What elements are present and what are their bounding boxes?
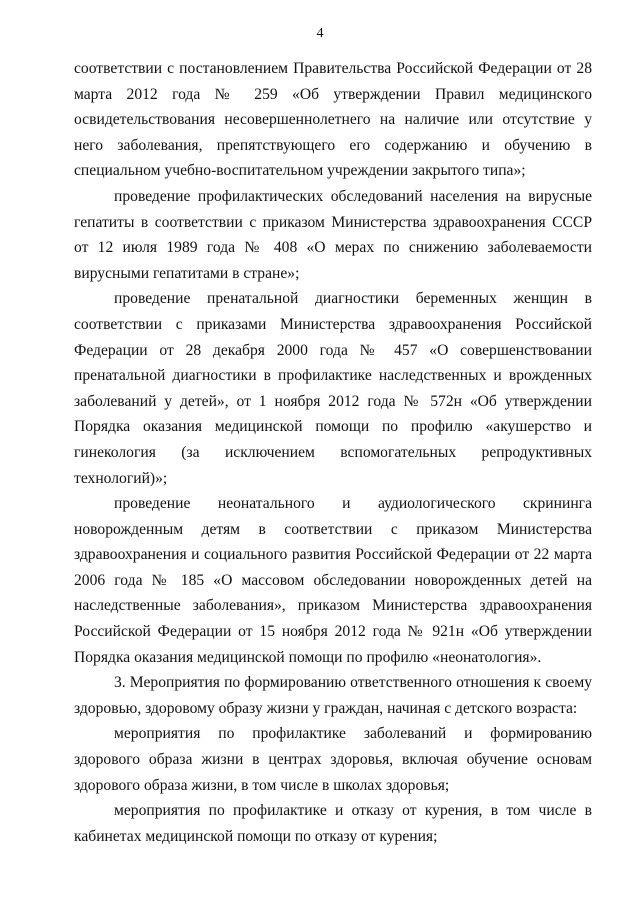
paragraph-neonatal-screening: проведение неонатального и аудиологического скрининга новорожденным детям в соответствии с приказом Министерства здравоохранения и социального развития Российской Федерации от 22 марта 2006 года № 185 «О массовом обследовании новорожденных детей на наследственные заболевания», приказом Министерства здравоохранения Российской Федерации от 15 ноября 2012 года № 921н «Об утверждении Порядка оказания медицинской помощи по профилю «неонатология». [74, 495, 592, 666]
paragraph-hepatitis-screening: проведение профилактических обследований населения на вирусные гепатиты в соответствии с приказом Министерства здравоохранения СССР от 12 июля 1989 года № 408 «О мерах по снижению заболеваемости вирусными гепатитами в стране»; [74, 187, 592, 282]
paragraph-section-3-heading: 3. Мероприятия по формированию ответственного отношения к своему здоровью, здоровому образу жизни у граждан, начиная с детского возраста: [74, 674, 592, 717]
page-number: 4 [316, 26, 324, 41]
paragraph-health-centers: мероприятия по профилактике заболеваний и формированию здорового образа жизни в центрах здоровья, включая обучение основам здорового образа жизни, в том числе в школах здоровья; [74, 725, 592, 794]
document-body [74, 56, 592, 849]
paragraph-continuation: соответствии с постановлением Правительства Российской Федерации от 28 марта 2012 года № 259 «Об утверждении Правил медицинского освидетельствования несовершеннолетнего на наличие или отсутствие у него заболевания, препятствующего его содержанию и обучению в специальном учебно-воспитательном учреждении закрытого типа»; [74, 60, 592, 180]
paragraph-smoking-cessation: мероприятия по профилактике и отказу от курения, в том числе в кабинетах медицинской помощи по отказу от курения; [74, 802, 592, 845]
paragraph-prenatal-diagnostics: проведение пренатальной диагностики беременных женщин в соответствии с приказами Министерства здравоохранения Российской Федерации от 28 декабря 2000 года № 457 «О совершенствовании пренатальной диагностики в профилактике наследственных и врожденных заболеваний у детей», от 1 ноября 2012 года № 572н «Об утверждении Порядка оказания медицинской помощи по профилю «акушерство и гинекология (за исключением вспомогательных репродуктивных технологий)»; [74, 290, 592, 487]
